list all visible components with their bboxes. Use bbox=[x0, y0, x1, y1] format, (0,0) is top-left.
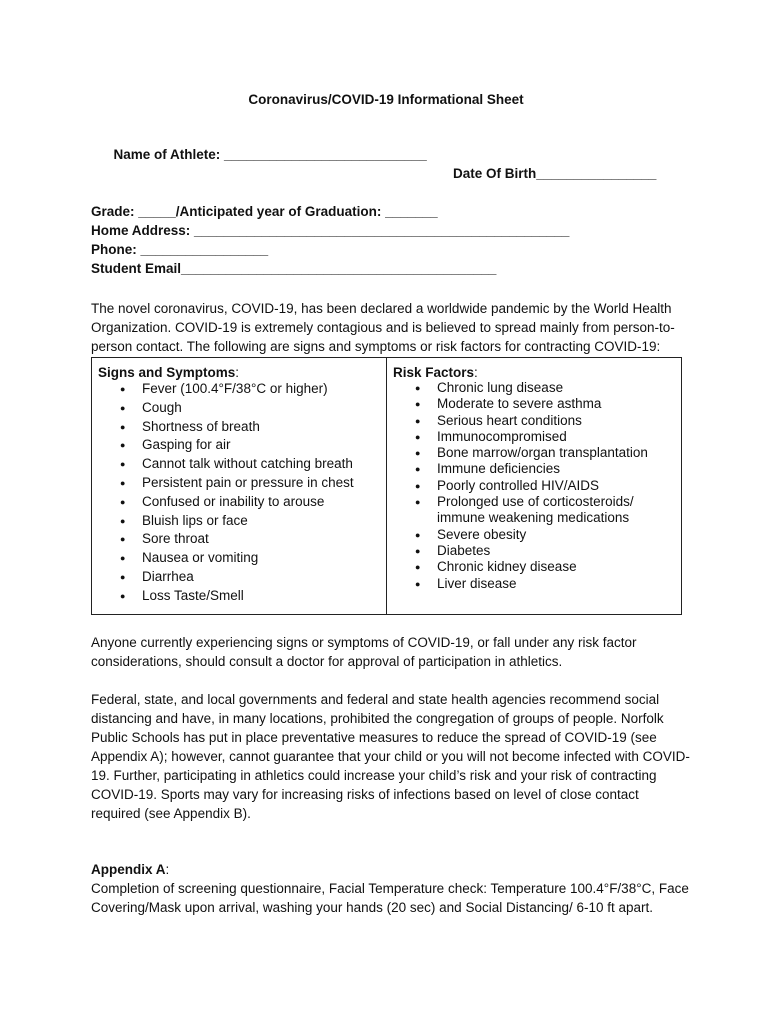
list-item: ● Immune deficiencies bbox=[437, 461, 675, 477]
list-item: ● Gasping for air bbox=[142, 436, 380, 455]
list-item: ● Shortness of breath bbox=[142, 418, 380, 437]
list-item: ● Cough bbox=[142, 399, 380, 418]
appendix-a-heading: Appendix A: bbox=[91, 861, 170, 877]
list-item: ● Immunocompromised bbox=[437, 429, 675, 445]
appendix-a-text: Completion of screening questionnaire, Facial Temperature check: Temperature 100.4°F/38°C, Face Covering/Mask upon arrival, washing your hands (20 sec) and Social Distancing/ 6-10 ft apart. bbox=[91, 880, 689, 915]
symptoms-column bbox=[92, 358, 387, 615]
athlete-name-row bbox=[91, 126, 691, 202]
list-item: ● Confused or inability to arouse bbox=[142, 493, 380, 512]
home-address-field: Home Address: __________________________________________________ bbox=[91, 223, 570, 238]
risk-factors-heading: Risk Factors: bbox=[393, 365, 478, 380]
list-item: ● Persistent pain or pressure in chest bbox=[142, 474, 380, 493]
student-email-field: Student Email__________________________________________ bbox=[91, 261, 497, 276]
phone-field: Phone: _________________ bbox=[91, 242, 269, 257]
list-item: ● Prolonged use of corticosteroids/ immune weakening medications bbox=[437, 494, 675, 527]
list-item: ● Sore throat bbox=[142, 530, 380, 549]
list-item: ● Nausea or vomiting bbox=[142, 549, 380, 568]
risk-factors-column bbox=[387, 358, 682, 615]
list-item: ● Chronic kidney disease bbox=[437, 559, 675, 575]
date-of-birth-field: Date Of Birth________________ bbox=[453, 166, 657, 181]
consult-doctor-paragraph: Anyone currently experiencing signs or symptoms of COVID-19, or fall under any risk factor considerations, should consult a doctor for approval of participation in athletics. bbox=[91, 634, 637, 669]
document-title: Coronavirus/COVID-19 Informational Sheet bbox=[248, 92, 524, 107]
grade-field: Grade: _____/Anticipated year of Graduation: _______ bbox=[91, 204, 438, 219]
list-item: ● Diabetes bbox=[437, 543, 675, 559]
list-item: ● Moderate to severe asthma bbox=[437, 396, 675, 412]
list-item: ● Bone marrow/organ transplantation bbox=[437, 445, 675, 461]
symptoms-list bbox=[98, 380, 380, 606]
intro-paragraph: The novel coronavirus, COVID-19, has been declared a worldwide pandemic by the World Health Organization. COVID-19 is extremely contagious and is believed to spread mainly from person-to-person contact. The following are signs and symptoms or risk factors for contracting COVID-19: bbox=[91, 301, 675, 354]
list-item: ● Liver disease bbox=[437, 576, 675, 592]
symptoms-risk-table bbox=[91, 357, 682, 615]
list-item: ● Cannot talk without catching breath bbox=[142, 455, 380, 474]
list-item: ● Poorly controlled HIV/AIDS bbox=[437, 478, 675, 494]
list-item: ● Fever (100.4°F/38°C or higher) bbox=[142, 380, 380, 399]
social-distancing-paragraph: Federal, state, and local governments and federal and state health agencies recommend social distancing and have, in many locations, prohibited the congregation of groups of people. Norfolk Public Schools has put in place preventative measures to reduce the spread of COVID-19 (see Appendix A); however, cannot guarantee that your child or you will not become infected with COVID-19. Further, participating in athletics could increase your child’s risk and your risk of contracting COVID-19. Sports may vary for increasing risks of infections based on level of close contact required (see Appendix B). bbox=[91, 691, 690, 821]
list-item: ● Chronic lung disease bbox=[437, 380, 675, 396]
list-item: ● Severe obesity bbox=[437, 527, 675, 543]
symptoms-heading: Signs and Symptoms: bbox=[98, 365, 240, 380]
risk-factors-list bbox=[393, 380, 675, 592]
list-item: ● Serious heart conditions bbox=[437, 413, 675, 429]
list-item: ● Diarrhea bbox=[142, 568, 380, 587]
athlete-info-fields bbox=[91, 126, 691, 278]
list-item: ● Bluish lips or face bbox=[142, 512, 380, 531]
athlete-name-field: Name of Athlete: ___________________________ bbox=[113, 147, 427, 162]
list-item: ● Loss Taste/Smell bbox=[142, 587, 380, 606]
document-page bbox=[91, 92, 691, 917]
